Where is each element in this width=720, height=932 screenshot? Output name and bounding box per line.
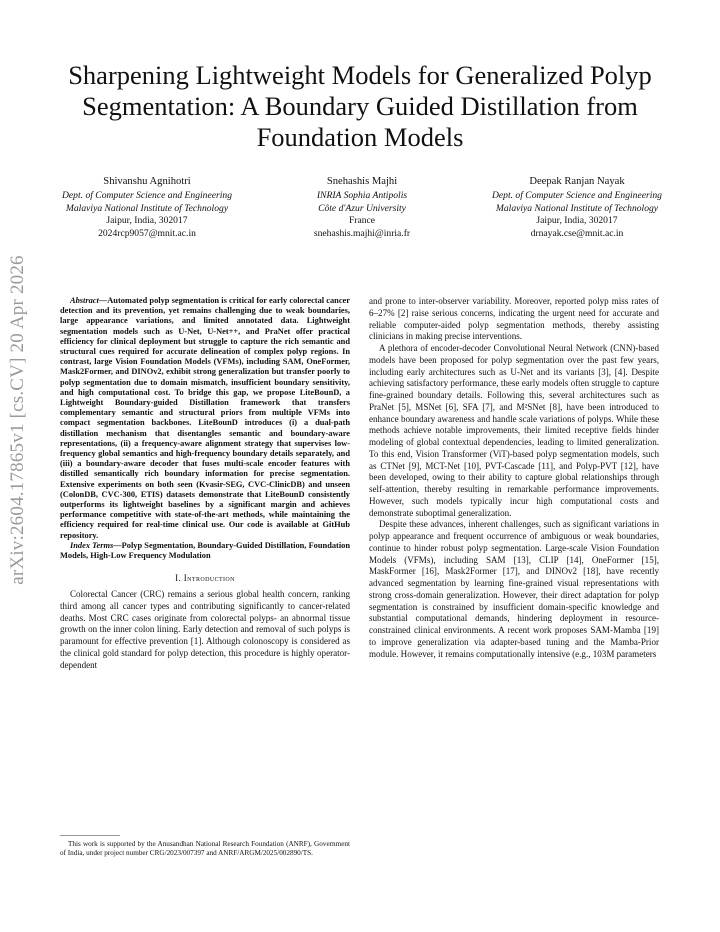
author-email: drnayak.cse@mnit.ac.in: [530, 228, 624, 240]
section-heading: I. Introduction: [175, 573, 235, 584]
author-block: [62, 176, 662, 241]
arxiv-identifier: arXiv:2604.17865v1 [cs.CV] 20 Apr 2026: [7, 255, 28, 585]
author-location: Jaipur, India, 302017: [106, 215, 188, 227]
author-inst: Côte d'Azur University: [318, 202, 406, 214]
author-inst: Malaviya National Institute of Technology: [65, 202, 229, 214]
paper-title: Sharpening Lightweight Models for Generalized Polyp Segmentation: A Boundary Guided Distillation from Foundation Models: [68, 60, 652, 152]
body-paragraph: and prone to inter-observer variability. Moreover, reported polyp miss rates of 6–27% [2] raise serious concerns, indicating the urgent need for accurate and reliable computer-aided polyp segmentation methods, thereby assisting clinicians in making precise interventions.: [369, 296, 659, 342]
author-name: Deepak Ranjan Nayak: [529, 176, 625, 187]
author-2: [314, 176, 410, 241]
author-email: snehashis.majhi@inria.fr: [313, 228, 411, 240]
author-name: Snehashis Majhi: [326, 176, 398, 187]
index-terms-label: Index Terms—: [70, 540, 122, 550]
author-3: [492, 176, 662, 241]
author-email: 2024rcp9057@mnit.ac.in: [98, 228, 196, 240]
index-terms-text: Polyp Segmentation, Boundary-Guided Distillation, Foundation Models, High-Low Frequency Modulation: [60, 540, 350, 561]
abstract-label: Abstract—: [70, 296, 108, 305]
body-paragraph: A plethora of encoder-decoder Convolutional Neural Network (CNN)-based models have been proposed for polyp segmentation over the past few years, including early architectures such as U-Net and its variants [3], [4]. Despite achieving satisfactory performance, these early models often struggle to capture fine-grained boundary details. Following this, several architectures such as PraNet [5], MSNet [6], SFA [7], and M²SNet [8], have been introduced to enhance boundary awareness and handle scale variations of polyps. While these methods achieve notable improvements, their limited receptive fields hinder modeling of global contextual dependencies, leading to limited generalization. To this end, Vision Transformer (ViT)-based polyp segmentation models, such as CTNet [9], MCT-Net [10], PVT-Cascade [11], and Polyp-PVT [12], have been developed, owing to their ability to capture global relationships through self-attention, thereby resulting in remarkable performance improvements. However, such models typically incur high computational costs and demonstrate suboptimal generalization.: [369, 343, 659, 518]
abstract-text: Automated polyp segmentation is critical for early colorectal cancer detection and its prevention, yet remains challenging due to weak boundaries, large appearance variations, and limited annotated data. Lightweight segmentation models such as U-Net, U-Net++, and PraNet offer practical efficiency for clinical deployment but struggle to capture the rich semantic and structural cues required for accurate delineation of complex polyp regions. In contrast, large Vision Foundation Models (VFMs), including SAM, OneFormer, Mask2Former, and DINOv2, exhibit strong generalization but transfer poorly to polyp segmentation due to domain mismatch, insufficient boundary sensitivity, and high computational cost. To bridge this gap, we propose LiteBounD, a Lightweight Boundary-guided Distillation framework that transfers complementary semantic and structural priors from multiple VFMs into compact segmentation backbones. LiteBounD introduces (i) a dual-path distillation mechanism that disentangles semantic and boundary-aware representations, (ii) a frequency-aware alignment strategy that supervises low-frequency global semantics and high-frequency boundary details separately, and (iii) a boundary-aware decoder that fuses multi-scale encoder features with distilled semantically rich boundary information for precise segmentation. Extensive experiments on both seen (Kvasir-SEG, CVC-ClinicDB) and unseen (ColonDB, CVC-300, ETIS) datasets demonstrate that LiteBounD consistently outperforms its lightweight baselines by a significant margin and achieves performance competitive with state-of-the-art methods, while maintaining the efficiency required for real-time clinical use. Our code is available at GitHub repository.: [60, 296, 350, 540]
footnote: This work is supported by the Anusandhan National Research Foundation (ANRF), Government of India, under project number CRG/2023/007397 and ANRF/ARGM/2025/002890/TS.: [60, 840, 350, 857]
right-column: [369, 296, 659, 660]
author-inst: Malaviya National Institute of Technology: [495, 202, 659, 214]
author-location: Jaipur, India, 302017: [536, 215, 618, 227]
author-name: Shivanshu Agnihotri: [103, 176, 191, 187]
author-dept: Dept. of Computer Science and Engineering: [491, 189, 662, 201]
author-dept: Dept. of Computer Science and Engineering: [62, 189, 232, 201]
author-location: France: [348, 215, 376, 227]
author-dept: INRIA Sophia Antipolis: [316, 189, 408, 201]
left-column: [60, 296, 350, 671]
intro-paragraph: Colorectal Cancer (CRC) remains a serious global health concern, ranking third among all cancer types and contributing significantly to cancer-related deaths. Most CRC cases originate from colorectal polyps- an abnormal tissue growth on the inner colon lining. Early detection and removal of such polyps is paramount for effective prevention [1]. Although colonoscopy is considered as the clinical gold standard for polyp detection, this procedure is highly operator-dependent: [60, 589, 350, 670]
footnote-rule: [60, 835, 120, 836]
author-1: [62, 176, 232, 241]
index-terms: [60, 541, 350, 561]
body-paragraph: Despite these advances, inherent challenges, such as significant variations in polyp appearance and frequent occurrence of ambiguous or weak boundaries, continue to hinder robust polyp segmentation. Large-scale Vision Foundation Models (VFMs), including SAM [13], CLIP [14], OneFormer [15], MaskFormer [16], Mask2Former [17], and DINOv2 [18], have recently advanced segmentation by learning fine-grained visual representations with strong cross-domain generalization. However, their direct adaptation for polyp segmentation is constrained by insufficient domain-specific knowledge and substantial computational demands, hindering deployment in resource-constrained clinical environments. A recent work proposes SAM-Mamba [19] to improve generalization via adapter-based tuning and the Mamba-Prior module. However, it remains computationally intensive (e.g., 103M parameters: [369, 519, 659, 659]
abstract: [60, 296, 350, 541]
